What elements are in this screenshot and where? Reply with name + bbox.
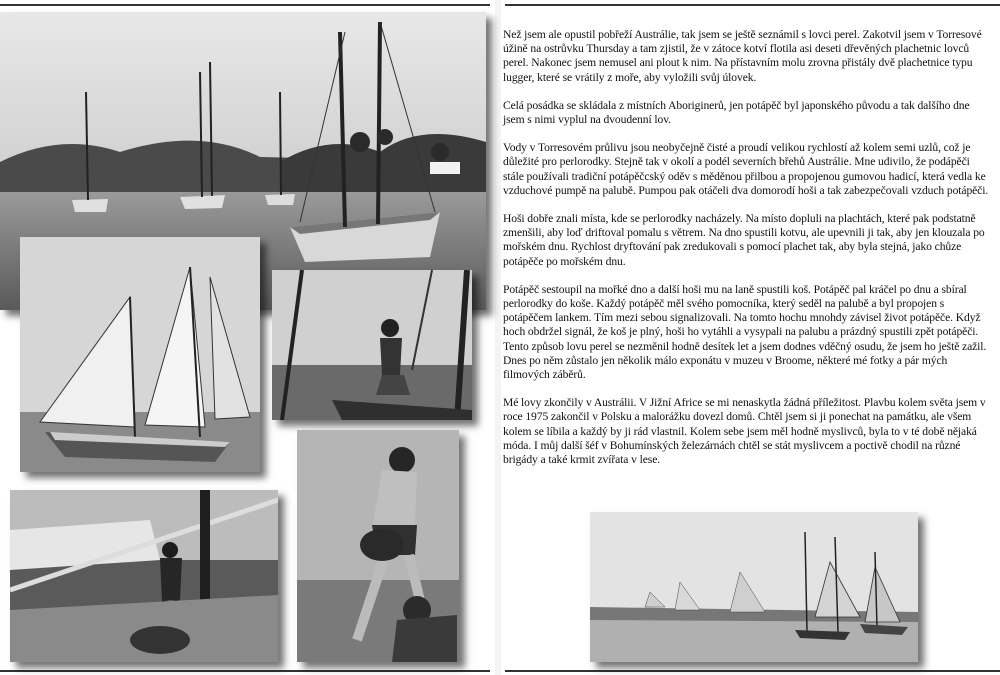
- photo-deck-crew: [10, 490, 278, 662]
- photo-lugger-sailing: [20, 237, 260, 472]
- article-paragraph-3: Vody v Torresovém průlivu jsou neobyčejně čisté a proudí velikou rychlostí až kolem semi uzlů, což je důležité pro perlorodky. Stejně tak v okolí a podél severních břehů Austrálie. Mne udivilo, že podápěči stále používali tradiční potápěčcský oděv s měděnou přilbou a propojenou gumovou hadicí, která vedla ke vzduchové pumpě na palubě. Pumpou pak otáčeli dva domorodí hoši a tak zabezpečovali vzduch potápěči.: [503, 141, 989, 197]
- top-rule-left: [0, 4, 490, 6]
- article-paragraph-6: Mé lovy zkončily v Austrálii. V Jižní Africe se mi nenaskytla žádná příležitost. Plavbu kolem světa jsem v roce 1975 zakončil v Polsku a malorážku dovezl domů. Chtěl jsem si ji ponechat na památku, ale všem kolem se líbila a každý by ji rád vlastnil. Kolem sebe jsem měl hodně myslivců, byla to v té době nějaká móda. I můj další šéf v Bohumínských železárnách chtěl se stát myslivcem a poctivě chodil na různé brigády a také krmit zvířata v lese.: [503, 396, 986, 467]
- article-paragraph-5: Potápěč sestoupil na mořké dno a další hoši mu na laně spustili koš. Potápěč pal kráčel po dnu a sbíral perlorodky do koše. Každý potápěč měl svého pomocníka, který seděl na palubě a byl propojen s potápěčem lankem. Tím mezi sebou signalizovali. Na tomto hochu mnohdy závisel život potápěče. Když hoch obdržel signál, že koš je plný, hoši ho vytáhli a vysypali na palubu a prázdný spustili zpět potápěči. Tento způsob lovu perel se nezměnil hodně desítek let a jsem dodnes vděčný osudu, že jsem ho ještě zažil. Dnes po něm zůstalo jen několik málo exponátu v muzeu v Broome, některé mé fotky a pár mých filmových záběrů.: [503, 282, 987, 382]
- article-paragraph-4: Hoši dobře znali místa, kde se perlorodky nacházely. Na místo dopluli na plachtách, které pak podstatně zmenšili, aby loď driftoval pomalu s větrem. Na dno spustili kotvu, ale upevnili ji tak, aby jen klouzala po mořském dnu. Rychlost dryftování pak zredukovali s pomocí plachet tak, aby byla stejná, jako chůze potápěče po mořském dnu.: [503, 212, 985, 268]
- bottom-rule-right: [505, 670, 1000, 672]
- page-gutter: [495, 0, 501, 675]
- bottom-rule-left: [0, 670, 490, 672]
- article-text-column: [503, 28, 993, 481]
- article-paragraph-2: Celá posádka se skládala z místních Aboriginerů, jen potápěč byl japonského původu a tak dalšího dne jsem s nimi vyplul na dvoudenní lov.: [503, 98, 970, 127]
- photo-boy-on-bow: [272, 270, 472, 420]
- top-rule-right: [505, 4, 1000, 6]
- article-paragraph-1: Než jsem ale opustil pobřeží Austrálie, tak jsem se ještě seznámil s lovci perel. Zakotvil jsem v Torresové úžině na ostrůvku Thursday a tam zjistil, že v zátoce kotví flotila asi deseti dřevěných plachetnic lovců perel. Nakonec jsem nemusel ani plout k nim. Na přístavním molu zrovna přistály dvě plachetnice typu lugger, které se vrátily z moře, aby vyložili svůj úlovek.: [503, 28, 982, 84]
- photo-diver-shell: [297, 430, 459, 662]
- photo-fleet-anchored: [590, 512, 918, 662]
